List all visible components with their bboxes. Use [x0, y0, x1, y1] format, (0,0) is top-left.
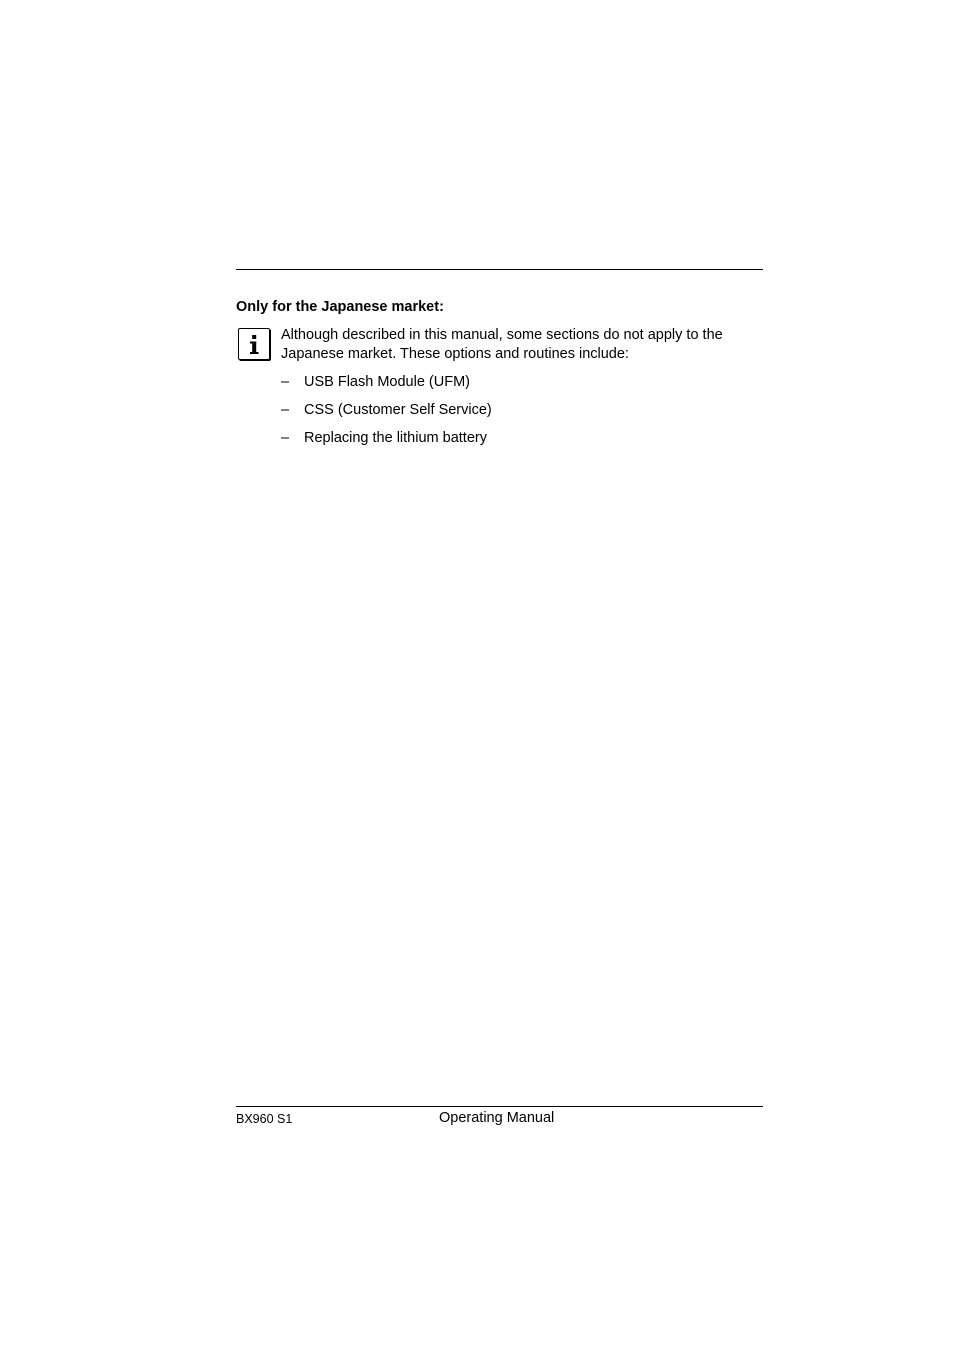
list-bullet: –: [281, 402, 290, 418]
footer-rule: [236, 1106, 763, 1107]
list-item-label: Replacing the lithium battery: [304, 430, 487, 446]
footer-manual-title: Operating Manual: [439, 1110, 555, 1126]
list-bullet: –: [281, 430, 290, 446]
info-icon: [238, 328, 270, 360]
section-heading: Only for the Japanese market:: [236, 299, 444, 315]
header-rule: [236, 269, 763, 270]
footer-product-name: BX960 S1: [236, 1112, 293, 1126]
list-item-label: CSS (Customer Self Service): [304, 402, 492, 418]
info-note-text: Although described in this manual, some sections do not apply to the Japanese market. These options and routines include:: [281, 327, 723, 362]
list-bullet: –: [281, 374, 290, 390]
list-item-label: USB Flash Module (UFM): [304, 374, 470, 390]
